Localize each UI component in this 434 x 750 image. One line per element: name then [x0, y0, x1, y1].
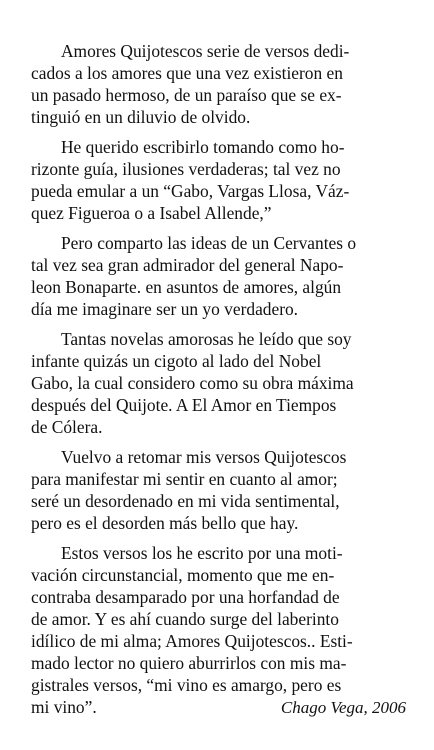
- text-line: tal vez sea gran admirador del general Napo-: [31, 255, 344, 275]
- paragraph-1: [31, 40, 410, 128]
- text-line: gistrales versos, “mi vino es amargo, pero es: [31, 675, 342, 695]
- text-line: Estos versos los he escrito por una moti-: [61, 543, 343, 563]
- text-line: infante quizás un cigoto al lado del Nobel: [31, 351, 322, 371]
- paragraph-2: [31, 136, 410, 224]
- text-line: Tantas novelas amorosas he leído que soy: [61, 329, 352, 349]
- text-line: Pero comparto las ideas de un Cervantes o: [61, 233, 357, 253]
- text-line: He querido escribirlo tomando como ho-: [61, 137, 345, 157]
- text-line: mi vino”.: [31, 697, 97, 717]
- paragraph-3: [31, 232, 410, 320]
- text-line: pueda emular a un “Gabo, Vargas Llosa, Váz-: [31, 181, 350, 201]
- text-line: después del Quijote. A El Amor en Tiempos: [31, 395, 337, 415]
- text-line: día me imaginare ser un yo verdadero.: [31, 299, 299, 319]
- text-line: seré un desordenado en mi vida sentimental,: [31, 491, 340, 511]
- text-line: contraba desamparado por una horfandad de: [31, 587, 340, 607]
- text-line: leon Bonaparte. en asuntos de amores, algún: [31, 277, 342, 297]
- text-line: rizonte guía, ilusiones verdaderas; tal vez no: [31, 159, 341, 179]
- text-line: mado lector no quiero aburrirlos con mis ma-: [31, 653, 347, 673]
- text-line: para manifestar mi sentir en cuanto al amor;: [31, 469, 338, 489]
- text-line: Gabo, la cual considero como su obra máxima: [31, 373, 354, 393]
- text-line: tinguió en un diluvio de olvido.: [31, 107, 251, 127]
- text-line: Amores Quijotescos serie de versos dedi-: [61, 41, 350, 61]
- text-line: quez Figueroa o a Isabel Allende,”: [31, 203, 272, 223]
- paragraph-5: [31, 446, 410, 534]
- text-line: vación circunstancial, momento que me en-: [31, 565, 335, 585]
- text-line: de Cólera.: [31, 417, 103, 437]
- author-signature: Chago Vega, 2006: [280, 698, 406, 717]
- text-line: un pasado hermoso, de un paraíso que se ex-: [31, 85, 342, 105]
- text-line: Vuelvo a retomar mis versos Quijotescos: [61, 447, 347, 467]
- paragraph-4: [31, 328, 410, 438]
- text-line: pero es el desorden más bello que hay.: [31, 513, 299, 533]
- text-line: cados a los amores que una vez existieron en: [31, 63, 343, 83]
- text-line: de amor. Y es ahí cuando surge del laberinto: [31, 609, 339, 629]
- paragraph-6: [31, 542, 410, 718]
- text-line: idílico de mi alma; Amores Quijotescos.. Esti-: [31, 631, 353, 651]
